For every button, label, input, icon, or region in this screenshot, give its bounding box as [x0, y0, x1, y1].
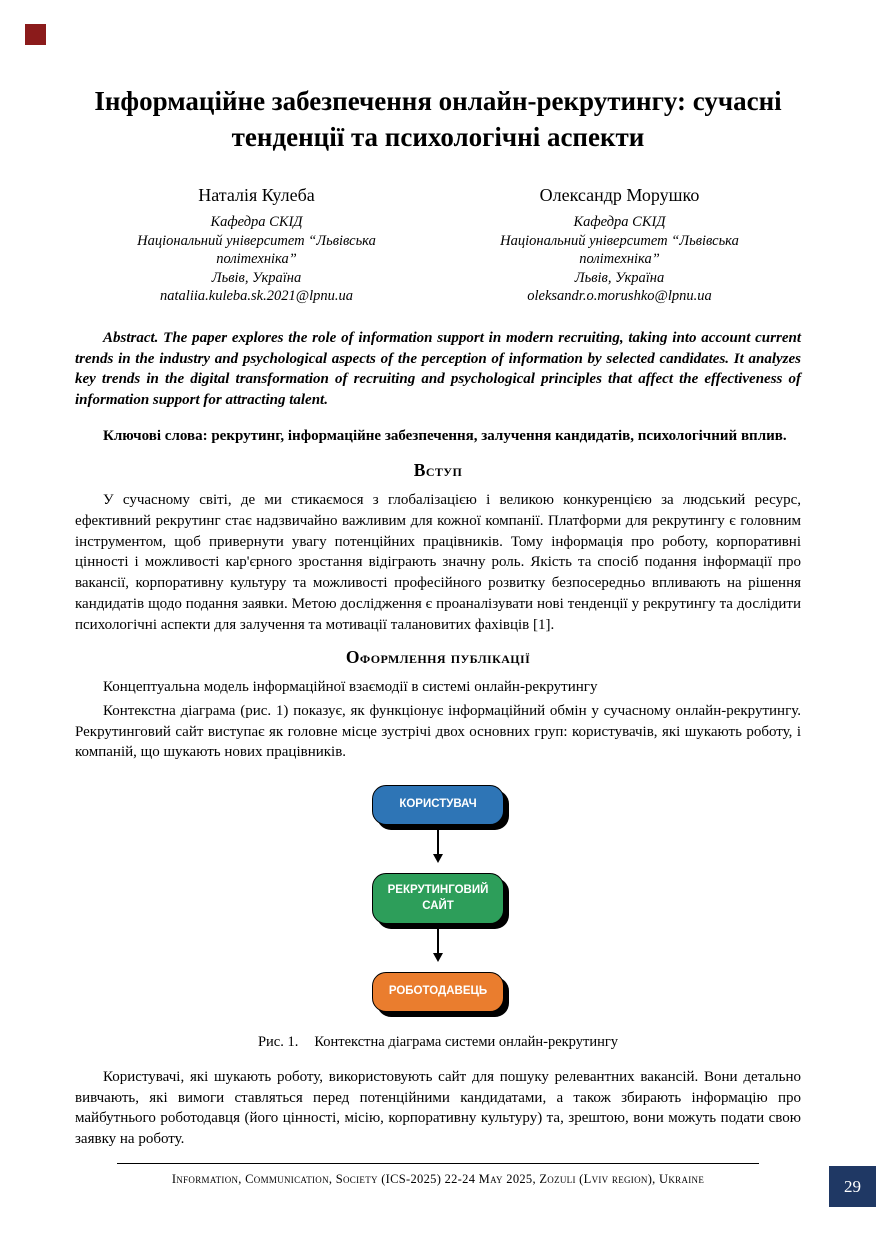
author-location: Львів, Україна — [574, 269, 665, 286]
diagram-description-paragraph: Контекстна діаграма (рис. 1) показує, як функціонує інформаційний обмін у сучасному онлайн-рекрутингу. Рекрутинговий сайт виступає як головне місце зустрічі двох основних груп: користувачів, які шукають роботу, і компаній, що шукають нових працівників. — [75, 702, 801, 761]
section-heading-publication: Оформлення публікації — [345, 647, 531, 668]
author-location: Львів, Україна — [211, 269, 302, 286]
arrow-down-icon — [433, 929, 443, 962]
footer-conference-info: Information, Communication, Society (ICS-2025) 22-24 May 2025, Zozuli (Lviv region), Ukraine — [171, 1172, 705, 1186]
figure-1 — [75, 779, 801, 1051]
diagram-node-user: КОРИСТУВАЧ — [372, 785, 504, 825]
keywords-paragraph: Ключові слова: рекрутинг, інформаційне забезпечення, залучення кандидатів, психологічний вплив. — [103, 427, 787, 444]
abstract-paragraph: Abstract. The paper explores the role of information support in modern recruiting, taking into account current trends in the industry and psychological aspects of the perception of information by selected candidates. It analyzes key trends in the digital transformation of recruiting and psychological principles that affect the effectiveness of information support for attracting talent. — [75, 329, 801, 409]
author-name: Олександр Морушко — [539, 185, 700, 206]
arrow-down-icon — [433, 830, 443, 863]
intro-paragraph: У сучасному світі, де ми стикаємося з глобалізацією і великою конкуренцією за людський ресурс, ефективний рекрутинг стає надзвичайно важливим для кожної компанії. Платформи для рекрутингу є головним інструментом, щоб привернути увагу потенційних працівників. Тому інформація про роботу, корпоративні цінності і можливості кар'єрного зростання відіграють значну роль. Якість та спосіб подання інформації про вакансії, корпоративну культуру та можливості професійного розвитку безпосередньо впливають на рішення кандидатів щодо подання заявки. Метою дослідження є проаналізувати нові тенденції у рекрутингу та дослідити психологічні аспекти для залучення та мотивації талановитих фахівців [1]. — [75, 492, 801, 633]
model-paragraph: Концептуальна модель інформаційної взаємодії в системі онлайн-рекрутингу — [103, 679, 598, 696]
author-name: Наталія Кулеба — [198, 185, 315, 206]
paper-title: Інформаційне забезпечення онлайн-рекрутингу: сучасні тенденції та психологічні аспекти — [94, 86, 782, 152]
figure-caption — [75, 1034, 801, 1051]
corner-mark — [25, 24, 46, 45]
author-department: Кафедра СКІД — [573, 214, 666, 231]
figure-caption-label: Рис. 1. — [257, 1034, 299, 1051]
page-content — [75, 84, 801, 1153]
context-diagram — [75, 779, 801, 1014]
figure-caption-text: Контекстна діаграма системи онлайн-рекрутингу — [314, 1034, 619, 1051]
author-university: Національний університет “Львівська політехніка” — [500, 232, 739, 268]
authors-block — [75, 185, 801, 306]
footer-divider — [117, 1163, 759, 1164]
author-email: oleksandr.o.morushko@lpnu.ua — [527, 288, 712, 305]
author-block-right — [438, 185, 801, 306]
diagram-node-employer: РОБОТОДАВЕЦЬ — [372, 972, 504, 1012]
author-department: Кафедра СКІД — [210, 214, 303, 231]
section-heading-intro: Вступ — [413, 460, 463, 481]
diagram-node-recruiting-site: РЕКРУТИНГОВИЙ САЙТ — [372, 873, 504, 924]
author-email: nataliia.kuleba.sk.2021@lpnu.ua — [160, 288, 353, 305]
page-number-badge: 29 — [829, 1166, 876, 1207]
author-university: Національний університет “Львівська політехніка” — [137, 232, 376, 268]
users-paragraph: Користувачі, які шукають роботу, використовують сайт для пошуку релевантних вакансій. Вони детально вивчають, які вимоги ставляться перед потенційними кандидатами, а також збирають інформацію про майбутнього роботодавця (його цінності, місію, корпоративну культуру) та, зрештою, вони можуть подати свою заявку на роботу. — [75, 1069, 801, 1148]
author-block-left — [75, 185, 438, 306]
